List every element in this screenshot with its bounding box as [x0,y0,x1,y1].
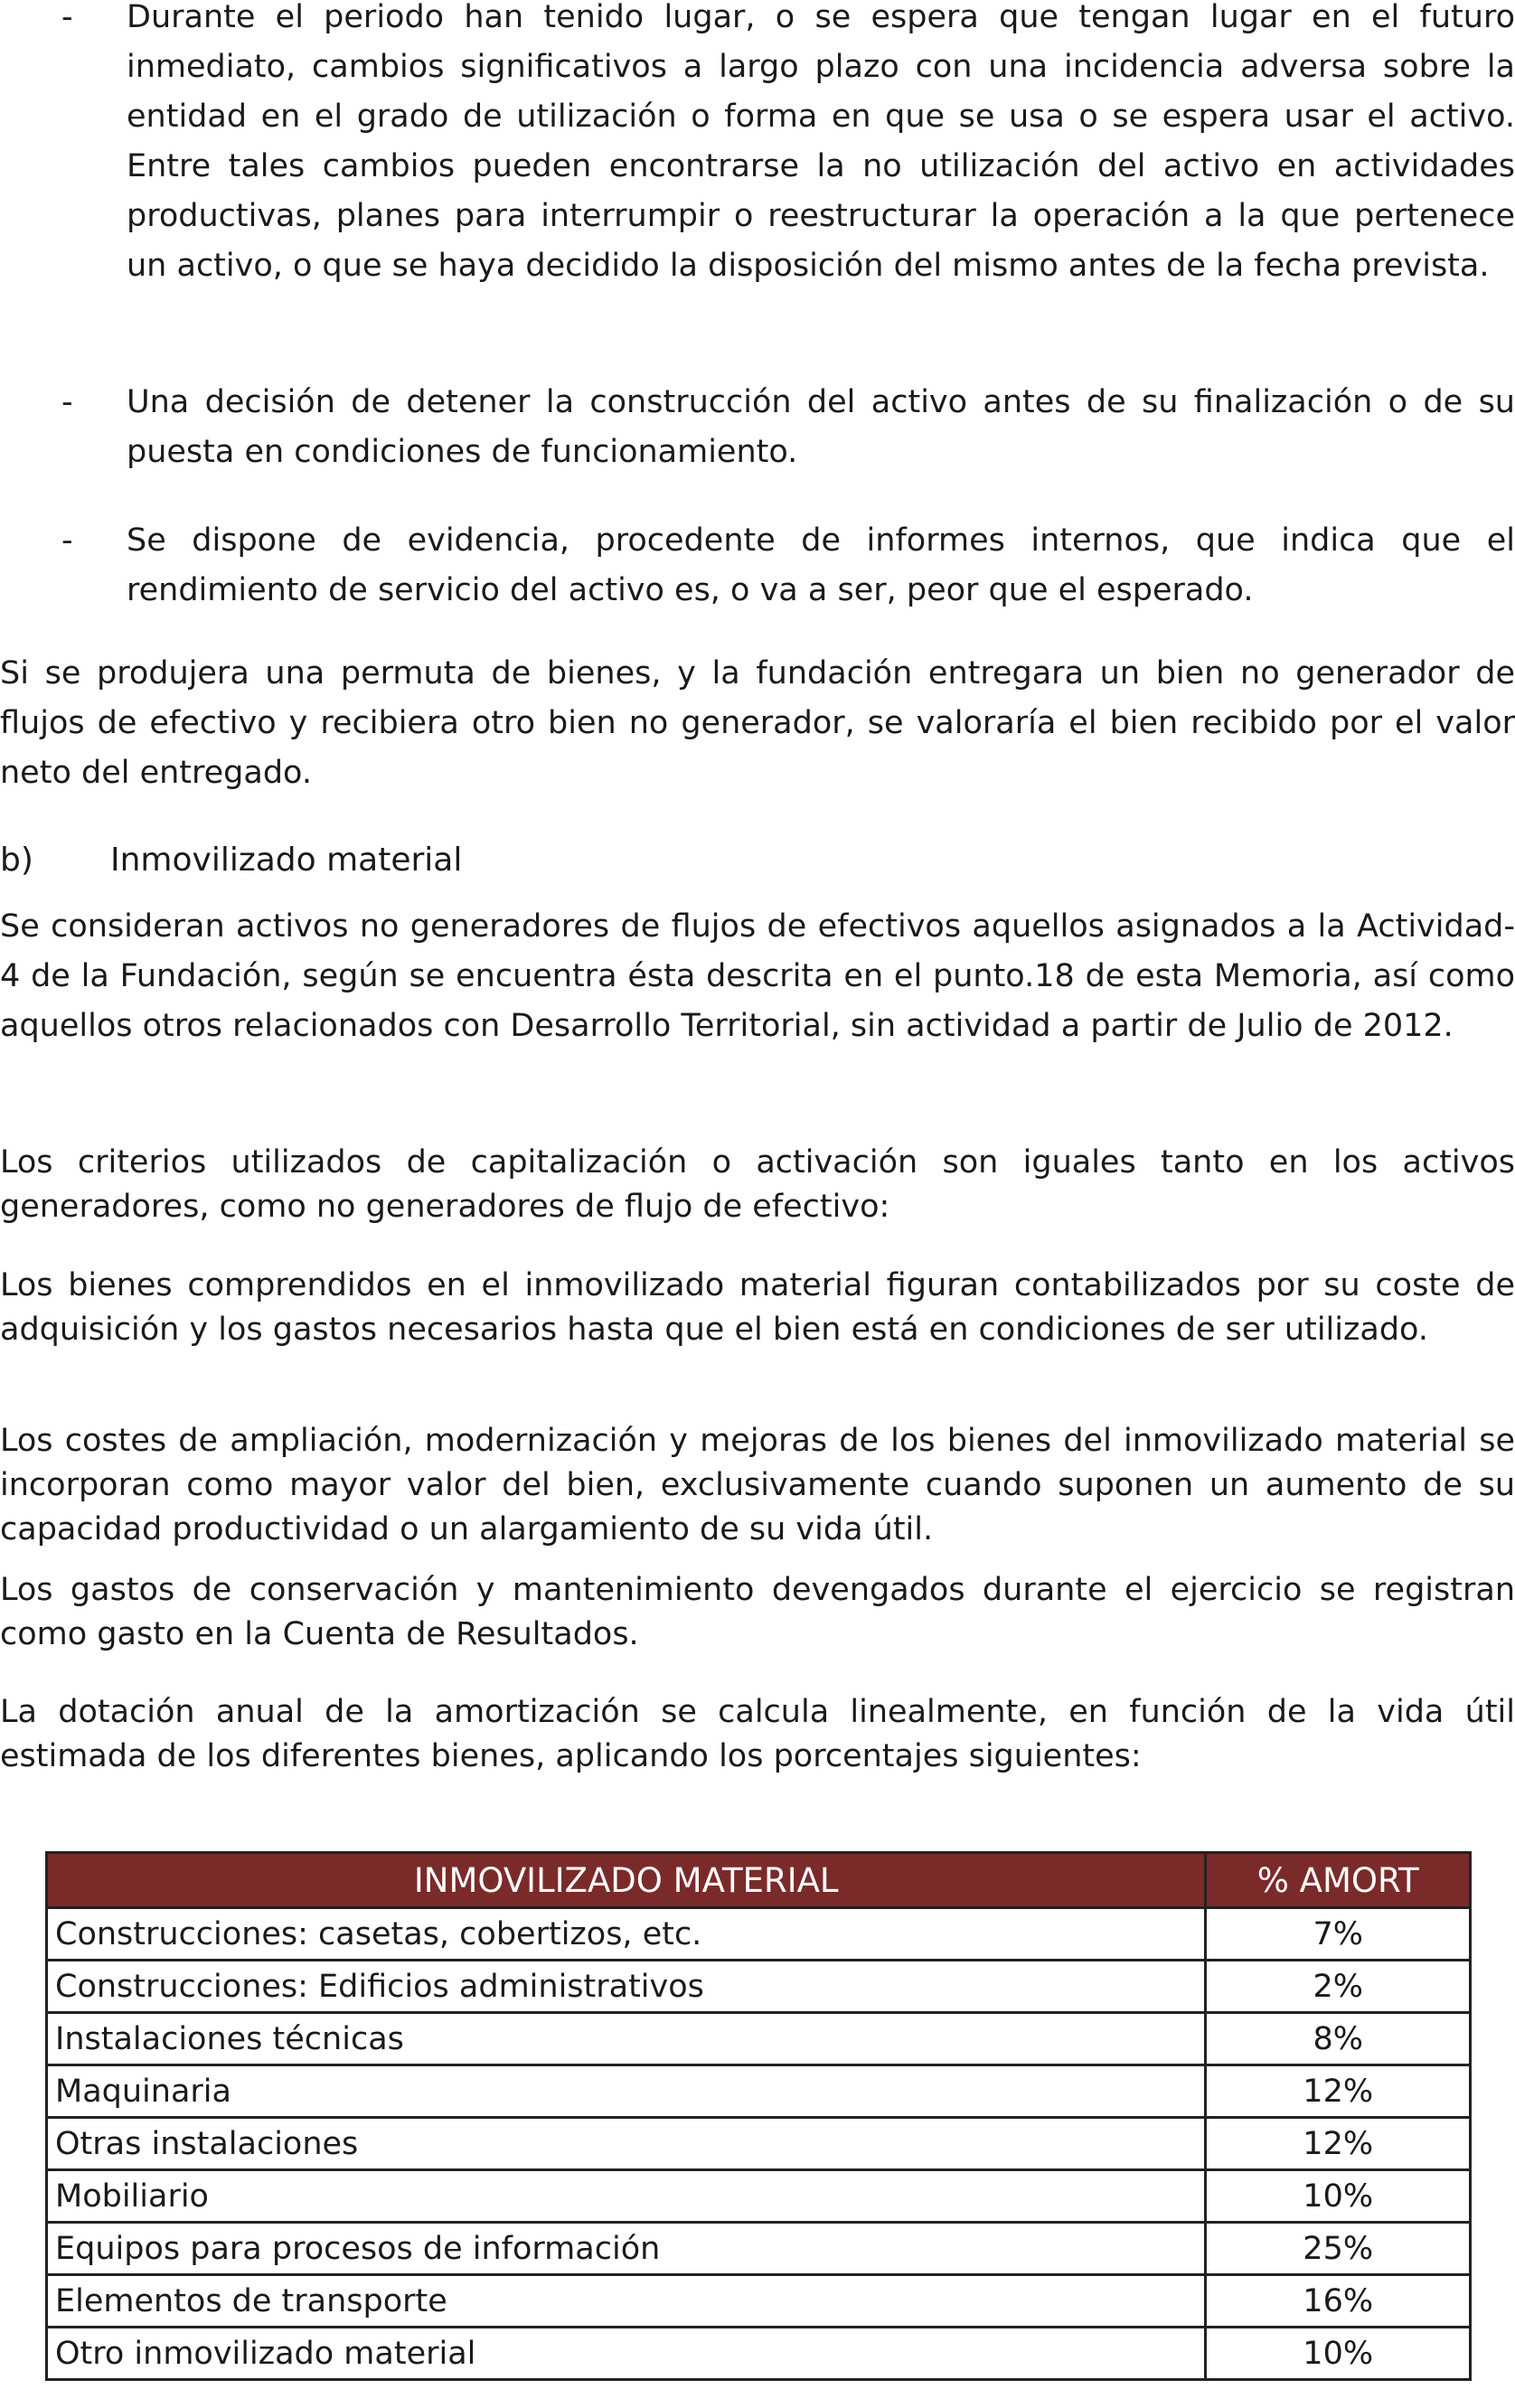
table-cell-percent: 25% [1206,2223,1471,2275]
bullet-marker: - [61,384,73,420]
table-cell-asset: Mobiliario [47,2170,1206,2223]
table-cell-asset: Equipos para procesos de información [47,2223,1206,2275]
bullet-item-text: Durante el periodo han tenido lugar, o se espera que tengan lugar en el futuro inmediato, cambios significativos a largo plazo con una incidencia adversa sobre la entidad en el grado de utilización o forma en que se usa o se espera usar el activo. Entre tales cambios pueden encontrarse la no utilización del activo en actividades productivas, planes para interrumpir o reestructurar la operación a la que pertenece un activo, o que se haya decidido la disposición del mismo antes de la fecha prevista. [127,0,1515,284]
table-cell-asset: Elementos de transporte [47,2275,1206,2328]
table-cell-percent: 12% [1206,2118,1471,2170]
table-cell-percent: 16% [1206,2275,1471,2328]
paragraph-permuta: Si se produjera una permuta de bienes, y la fundación entregara un bien no generador de flujos de efectivo y recibiera otro bien no generador, se valoraría el bien recibido por el valor neto del entregado. [0,655,1515,791]
amortization-table [45,1851,1472,2381]
paragraph: Los costes de ampliación, modernización y mejoras de los bienes del inmovilizado material se incorporan como mayor valor del bien, exclusivamente cuando suponen un aumento de su capacidad productividad o un alargamiento de su vida útil. [0,1423,1515,1547]
table-cell-asset: Construcciones: casetas, cobertizos, etc. [47,1908,1206,1961]
table-cell-percent: 10% [1206,2170,1471,2223]
table-header-asset: INMOVILIZADO MATERIAL [47,1853,1206,1908]
paragraph: Los gastos de conservación y mantenimiento devengados durante el ejercicio se registran como gasto en la Cuenta de Resultados. [0,1572,1515,1652]
table-row [47,2328,1471,2380]
bullet-marker: - [61,0,73,35]
paragraph: La dotación anual de la amortización se calcula linealmente, en función de la vida útil estimada de los diferentes bienes, aplicando los porcentajes siguientes: [0,1694,1515,1774]
table-row [47,1908,1471,1961]
table-cell-percent: 8% [1206,2013,1471,2065]
table-row [47,2065,1471,2118]
table-row [47,2118,1471,2170]
table-row [47,2170,1471,2223]
table-cell-percent: 2% [1206,1961,1471,2013]
table-cell-percent: 10% [1206,2328,1471,2380]
table-cell-asset: Otras instalaciones [47,2118,1206,2170]
section-heading [0,835,462,885]
section-letter: b) [0,842,33,879]
table-cell-asset: Instalaciones técnicas [47,2013,1206,2065]
table-cell-asset: Maquinaria [47,2065,1206,2118]
table-cell-asset: Otro inmovilizado material [47,2328,1206,2380]
bullet-item-text: Una decisión de detener la construcción del activo antes de su finalización o de su puesta en condiciones de funcionamiento. [127,384,1515,470]
table-cell-percent: 7% [1206,1908,1471,1961]
bullet-marker: - [61,522,73,559]
bullet-item-text: Se dispone de evidencia, procedente de informes internos, que indica que el rendimiento de servicio del activo es, o va a ser, peor que el esperado. [127,522,1515,608]
paragraph: Los bienes comprendidos en el inmovilizado material figuran contabilizados por su coste de adquisición y los gastos necesarios hasta que el bien está en condiciones de ser utilizado. [0,1267,1515,1348]
paragraph: Se consideran activos no generadores de flujos de efectivos aquellos asignados a la Actividad-4 de la Fundación, según se encuentra ésta descrita en el punto.18 de esta Memoria, así como aquellos otros relacionados con Desarrollo Territorial, sin actividad a partir de Julio de 2012. [0,908,1515,1044]
table-row [47,1961,1471,2013]
table-row [47,2223,1471,2275]
section-title: Inmovilizado material [110,842,463,879]
table-cell-percent: 12% [1206,2065,1471,2118]
table-row [47,2275,1471,2328]
paragraph: Los criterios utilizados de capitalización o activación son iguales tanto en los activos generadores, como no generadores de flujo de efectivo: [0,1144,1515,1225]
table-cell-asset: Construcciones: Edificios administrativos [47,1961,1206,2013]
table-header-percent: % AMORT [1206,1853,1471,1908]
table-row [47,2013,1471,2065]
table-header-row [47,1853,1471,1908]
